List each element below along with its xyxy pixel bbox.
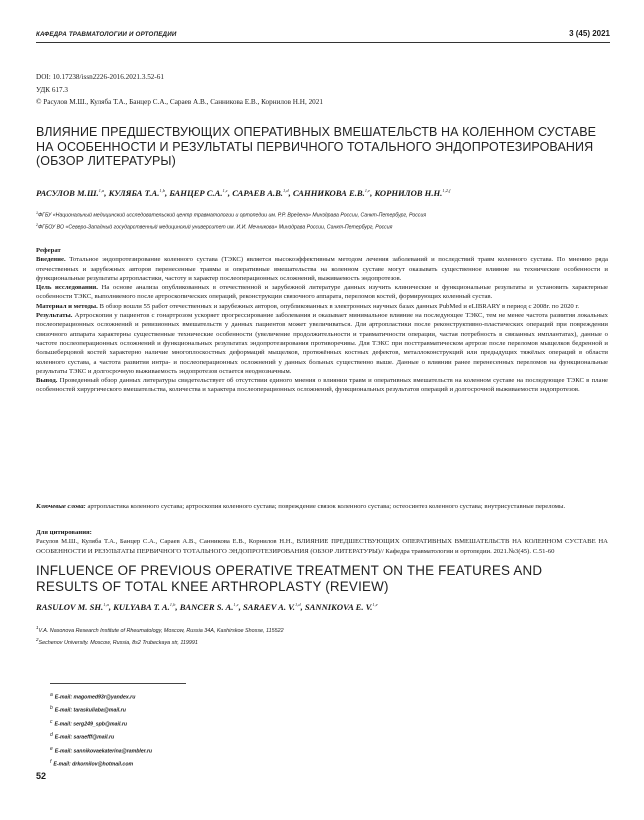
page-number: 52 xyxy=(36,771,47,781)
affiliation-en-1: $^1$V.A. Nasonova Research Institute of Rheumatology, Moscow, Russia 34A, Kashirskoe Shosse, 115522 xyxy=(36,625,284,634)
email-item[interactable]: $^b$ E-mail: taraskuliaba@mail.ru xyxy=(50,705,126,715)
citation-label: Для цитирования: xyxy=(36,529,92,536)
header-divider xyxy=(36,42,610,43)
abstract-conclusion: Вывод. Проведенный обзор данных литературы свидетельствует об отсутствии единого мнения о влиянии травм и оперативных вмешательств на коленном суставе на последующее ТЭКС в плане особенностей хирургического вмешательства, количества и характера послеоперационных осложнений, функциональных результатов операций и долгосрочной выживаемости эндопротезов. xyxy=(36,377,608,394)
issue-number: 3 (45) 2021 xyxy=(569,29,610,38)
article-title-en: INFLUENCE OF PREVIOUS OPERATIVE TREATMENT ON THE FEATURES AND RESULTS OF TOTAL KNEE ARTHROPLASTY (REVIEW) xyxy=(36,563,543,594)
author: КУЛЯБА Т.А. xyxy=(108,188,160,198)
authors-en: RASULOV M. SH.$^{1,a}$, KULYABA T. A.$^{1,b}$, BANCER S. A.$^{1,c}$, SARAEV A. V.$^{1,d}$, SANNIKOVA E. V.$^{1,e}$ xyxy=(36,602,378,612)
affiliation-en-2: $^2$Sechenov University. Moscow, Russia, 8s2 Trubeckaya str, 119991 xyxy=(36,637,198,646)
abstract xyxy=(36,246,608,395)
abstract-methods: Материал и методы. В обзор вошли 55 работ отечественных и зарубежных авторов, опубликованных в электронных научных базах данных PubMed и eLIBRARY в период с 2008г. по 2020 г. xyxy=(36,302,580,310)
affiliation-ru-1: $^1$ФГБУ «Национальный медицинский исследовательский центр травматологии и ортопедии им. Р.Р. Вредена» Минздрава России, Санкт-Петербург, Россия xyxy=(36,211,427,219)
journal-section-title: КАФЕДРА ТРАВМАТОЛОГИИ И ОРТОПЕДИИ xyxy=(36,31,177,38)
author: BANCER S. A. xyxy=(179,602,234,612)
abstract-introduction: Введение. Тотальное эндопротезирование коленного сустава (ТЭКС) является высокоэффективным методом лечения заболеваний и последствий травм коленного сустава. По мнению ряда отечественных и зарубежных авторов перенесенные травмы и оперативные вмешательства на коленном суставе могут оказывать существенное влияние на технические особенности и функциональные результаты артропластики, частоту и характер послеоперационных осложнений, выживаемость эндопротезов. xyxy=(36,256,608,282)
article-metadata xyxy=(36,71,323,109)
keywords-text: артропластика коленного сустава; артроскопия коленного сустава; повреждение связок коленного сустава; остеосинтез коленного сустава; внутрисуставные переломы. xyxy=(85,503,566,510)
author-sup: 1,c xyxy=(233,602,239,608)
author: БАНЦЕР С.А. xyxy=(169,188,223,198)
author: КОРНИЛОВ Н.Н. xyxy=(374,188,443,198)
author: САННИКОВА Е.В. xyxy=(292,188,365,198)
email-item[interactable]: $^d$ E-mail: saraefff@mail.ru xyxy=(50,732,115,742)
abstract-aim: Цель исследования. На основе анализа опубликованных в отечественной и зарубежной литературе данных изучить клинические и функциональные результаты и установить характерные особенности ТЭКС, выполняемого после артроскопических операций, реконструкции связочного аппарата, переломов костей, формирующих коленный сустав. xyxy=(36,284,608,301)
author: САРАЕВ А.В. xyxy=(232,188,283,198)
copyright: © Расулов М.Ш., Куляба Т.А., Банцер С.А., Сараев А.В., Санникова Е.В., Корнилов Н.Н, 2021 xyxy=(36,98,323,106)
doi[interactable]: DOI: 10.17238/issn2226-2016.2021.3.52-61 xyxy=(36,73,164,81)
author-sup: 1,b xyxy=(159,188,166,194)
author-sup: 1,a xyxy=(103,602,109,608)
email-item[interactable]: $^c$ E-mail: serg249_spb@mail.ru xyxy=(50,718,128,728)
keywords-label: Ключевые слова: xyxy=(36,503,86,510)
author: RASULOV M. SH. xyxy=(36,602,104,612)
abstract-heading: Реферат xyxy=(36,247,61,254)
authors-ru: РАСУЛОВ М.Ш.$^{1,a}$, КУЛЯБА Т.А.$^{1,b}$, БАНЦЕР С.А.$^{1,c}$, САРАЕВ А.В.$^{1,d}$, САННИКОВА Е.В.$^{1,e}$, КОРНИЛОВ Н.Н.$^{1,2,f}$ xyxy=(36,188,451,198)
footnote-divider xyxy=(50,683,186,684)
article-title-ru: ВЛИЯНИЕ ПРЕДШЕСТВУЮЩИХ ОПЕРАТИВНЫХ ВМЕШАТЕЛЬСТВ НА КОЛЕННОМ СУСТАВЕ НА ОСОБЕННОСТИ И РЕЗУЛЬТАТЫ ПЕРВИЧНОГО ТОТАЛЬНОГО ЭНДОПРОТЕЗИРОВАНИЯ (ОБЗОР ЛИТЕРАТУРЫ) xyxy=(36,125,597,168)
keywords xyxy=(36,502,608,511)
abstract-results: Результаты. Артроскопия у пациентов с гонартрозом ускоряет прогрессирование заболевания и оказывает минимальное влияние на последующее ТЭКС, тем не менее частота развития локальных послеоперационных осложнений и ревизионных вмешательств у данных пациентов может увеличиваться. Для артропластики после реконструктивно-пластических операций при повреждении связочного аппарата характерны существенные технические особенности (увеличение продолжительности и травматичности операции, частая потребность в связанных имплантатах), данные о частоте послеоперационных осложнений и функциональных результатах эндопротезирования противоречивы. Для ТЭКС при посттравматическом артрозе после переломов мыщелков бедренной и большеберцовой костей характерно наличие многоплоскостных деформаций мыщелков, протяжённых костных дефектов, металлоконструкций или предыдущих тяжёлых операций в области коленного сустава, а частота развития интра- и послеоперационных осложнений у данных больных существенно выше. Данные о влиянии ранее перенесенных переломов на функциональные результаты ТЭКС и долгосрочную выживаемость эндопротезов остается неоднозначным. xyxy=(36,312,608,375)
udk: УДК 617.3 xyxy=(36,85,69,94)
author-emails xyxy=(50,690,152,771)
author-sup: 1,b xyxy=(169,602,176,608)
author-sup: 1,a xyxy=(98,188,105,194)
author: РАСУЛОВ М.Ш. xyxy=(36,188,99,198)
author-sup: 1,c xyxy=(222,188,228,194)
citation-text: Расулов М.Ш., Куляба Т.А., Банцер С.А., Сараев А.В., Санникова Е.В., Корнилов Н.Н., ВЛИЯНИЕ ПРЕДШЕСТВУЮЩИХ ОПЕРАТИВНЫХ ВМЕШАТЕЛЬСТВ НА КОЛЕННОМ СУСТАВЕ НА ОСОБЕННОСТИ И РЕЗУЛЬТАТЫ ПЕРВИЧНОГО ТОТАЛЬНОГО ЭНДОПРОТЕЗИРОВАНИЯ (ОБЗОР ЛИТЕРАТУРЫ)// Кафедра травматологии и ортопедии. 2021.№3(45). С.51-60 xyxy=(36,538,608,555)
author-sup: 1,2,f xyxy=(442,188,451,194)
author: SARAEV A. V. xyxy=(243,602,295,612)
author: KULYABA T. A. xyxy=(113,602,170,612)
author: SANNIKOVA E. V. xyxy=(304,602,373,612)
email-item[interactable]: $^a$ E-mail: magomed93r@yandex.ru xyxy=(50,692,136,701)
affiliation-ru-2: $^2$ФГБОУ ВО «Северо-Западный государственный медицинский университет им. И.И. Мечникова» Минздрава России, Санкт-Петербург, Россия xyxy=(36,223,393,231)
citation xyxy=(36,528,608,556)
author-sup: 1,e xyxy=(372,602,378,608)
author-sup: 1,d xyxy=(282,188,289,194)
author-sup: 1,d xyxy=(294,602,301,608)
email-item[interactable]: $^e$ E-mail: sannikovaekaterina@rambler.ru xyxy=(50,745,153,755)
email-item[interactable]: $^f$ E-mail: drkornilov@hotmail.com xyxy=(50,759,134,768)
author-sup: 1,e xyxy=(364,188,371,194)
